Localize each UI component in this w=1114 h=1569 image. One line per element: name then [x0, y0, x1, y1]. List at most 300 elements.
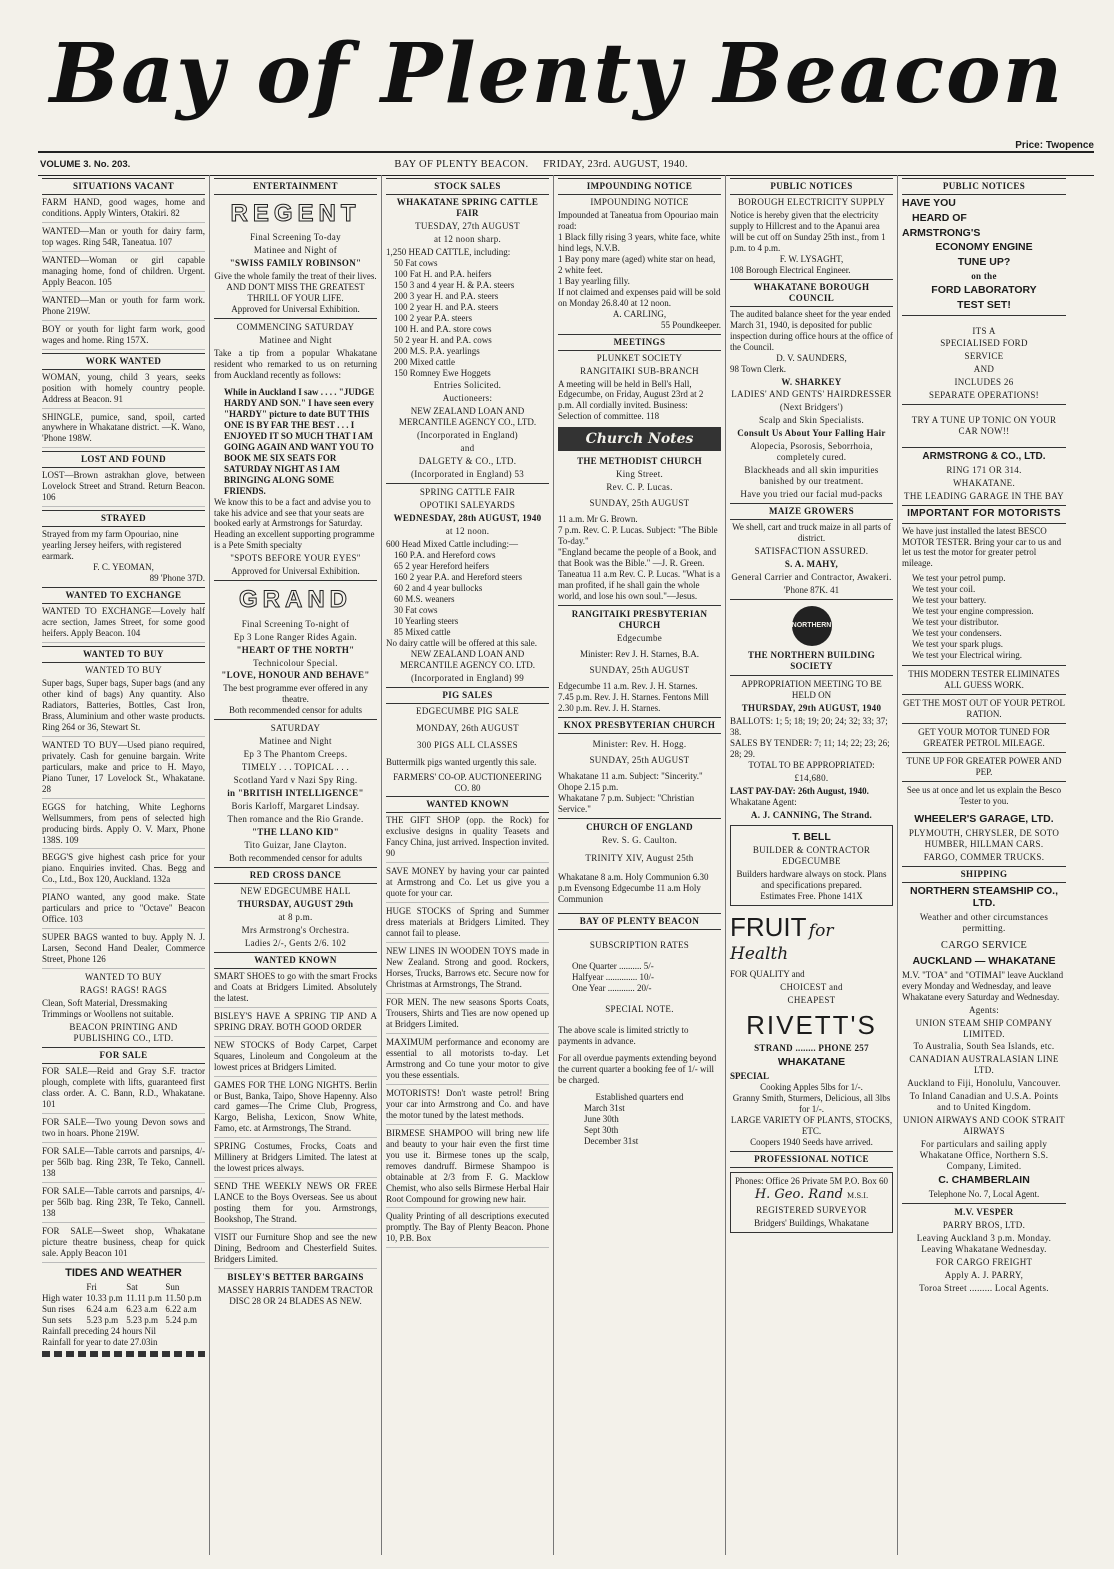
- sale-summary: 1,250 HEAD CATTLE, including:: [386, 246, 511, 257]
- sale-title: EDGECUMBE PIG SALE: [416, 705, 519, 716]
- church-date: SUNDAY, 25th AUGUST: [589, 664, 690, 675]
- fruit-subword: for Health: [730, 921, 834, 964]
- test-list: [902, 573, 1066, 661]
- ad-line: Auctioneers:: [442, 393, 493, 404]
- ad-line: Give the whole family the treat of their lives. AND DON'T MISS THE GREATEST THRILL OF YOUR LIFE.: [214, 271, 377, 304]
- rates-list: [558, 961, 721, 994]
- ad-line: TUNE UP FOR GREATER POWER AND PEP.: [906, 755, 1062, 777]
- section-heading: PUBLIC NOTICES: [730, 178, 893, 195]
- surveyor-name-text: H. Geo. Rand: [754, 1186, 843, 1202]
- table-cell: 11.50 p.m: [165, 1292, 202, 1303]
- classified-ad: LOST—Brown astrakhan glove, between Lovelock Street and Strand. Return Beacon. 106: [42, 470, 205, 507]
- ad-line: Consult Us About Your Falling Hair: [737, 428, 886, 439]
- divider: [902, 315, 1066, 316]
- table-row: [42, 1315, 205, 1326]
- ad-line: Toroa Street ......... Local Agents.: [919, 1282, 1049, 1293]
- classified-ad: WANTED—Woman or girl capable managing home, fond of children. Urgent. Apply Beacon. 105: [42, 255, 205, 292]
- classified-ad: Strayed from my farm Opouriao, nine yearling Jersey heifers, with registered earmark.: [42, 529, 182, 562]
- wave-divider: [42, 1351, 205, 1357]
- church-line: Whakatane 8 a.m. Holy Communion 6.30 p.m Evensong Edgecumbe 11 a.m Holy Communion: [558, 872, 709, 905]
- table-cell: Sun sets: [42, 1314, 72, 1325]
- ad-line: 'Phone 87K. 41: [783, 585, 840, 595]
- business-name: M.V. VESPER: [954, 1206, 1014, 1217]
- ad-line: STRAND ........ PHONE 257: [754, 1043, 869, 1054]
- church-line: Ohope 2.15 p.m.: [558, 781, 619, 792]
- ad-line: Weather and other circumstances permitting.: [919, 912, 1049, 934]
- ad-quote: While in Auckland I saw . . . . "JUDGE HARDY AND SON." I have seen every "HARDY" picture to date BUT THIS ONE IS BY FAR THE BEST . . . I ENJOYED IT SO MUCH THAT I AM GOING AGAIN AND WANT YOU TO BOOK ME SIX SEATS FOR SATURDAY NIGHT AS I AM BRINGING ALONG SOME FRIENDS.: [224, 386, 375, 496]
- ad-line: GET YOUR MOTOR TUNED FOR GREATER PETROL MILEAGE.: [918, 727, 1050, 749]
- ad-line: LADIES' AND GENTS' HAIRDRESSER: [731, 389, 892, 400]
- list-item: One Year ............ 20/-: [572, 983, 652, 994]
- tides-heading: TIDES AND WEATHER: [65, 1266, 182, 1279]
- business-name: THE NORTHERN BUILDING SOCIETY: [747, 649, 875, 671]
- ad-line: TEST SET!: [957, 298, 1011, 311]
- sub-heading: WANTED TO BUY: [84, 972, 163, 983]
- column-2: [210, 175, 382, 1555]
- list-item: We test your engine compression.: [912, 606, 1034, 617]
- notice-line: 1 Black filly rising 3 years, white face, white hind legs, N.V.B.: [558, 231, 720, 253]
- business-name: W. SHARKEY: [781, 376, 842, 387]
- divider: [214, 719, 377, 720]
- table-cell: [42, 1282, 86, 1293]
- ad-line: CHEAPEST: [787, 994, 836, 1005]
- church-date: SUNDAY, 25th AUGUST: [589, 498, 690, 509]
- ad-line: Cooking Apples 5lbs for 1/-.: [760, 1081, 863, 1092]
- table-row: [42, 1304, 205, 1315]
- sub-heading: SPECIAL NOTE.: [605, 1004, 674, 1015]
- list-item: 50 Fat cows: [394, 257, 438, 268]
- ad-line: LARGE VARIETY OF PLANTS, STOCKS, ETC.: [730, 1114, 893, 1136]
- ad-line: AND: [973, 364, 995, 375]
- surveyor-ad: [730, 1172, 893, 1233]
- list-item: We test your coil.: [912, 584, 976, 595]
- classified-ad: FOR SALE—Table carrots and parsnips, 4/- per 56lb bag. Ring 23R, Te Teko, Cannell. 138: [42, 1186, 205, 1223]
- divider: [902, 447, 1066, 448]
- t-bell-ad: [730, 825, 893, 907]
- notice-line: Impounded at Taneatua from Opouriao main road:: [558, 209, 719, 231]
- divider: [902, 752, 1066, 753]
- classified-ad: MAXIMUM performance and economy are essential to all motorists to-day. Let Armstrong and Co tune your motor to give you these essentials.: [386, 1037, 549, 1085]
- ad-line: HEARD OF: [912, 211, 967, 224]
- list-item: June 30th: [584, 1113, 619, 1124]
- ad-signature: F. C. YEOMAN,: [93, 562, 154, 573]
- ad-line: FARMERS' CO-OP. AUCTIONEERING CO. 80: [393, 771, 542, 793]
- list-item: 60 M.S. weaners: [394, 593, 455, 604]
- list-item: 160 2 year P.A. and Hereford steers: [394, 572, 522, 582]
- film-title: "HEART OF THE NORTH": [236, 644, 355, 655]
- ad-line: Blackheads and all skin impurities banished by our treatment.: [744, 465, 879, 487]
- classified-ad: Quality Printing of all descriptions executed promptly. The Bay of Plenty Beacon. Phone 10, P.B. Box: [386, 1211, 549, 1248]
- classified-ad: FOR MEN. The new seasons Sports Coats, Trousers, Shirts and Ties are now opened up at Bridgers Limited.: [386, 997, 549, 1034]
- ad-line: Buttermilk pigs wanted urgently this sale.: [386, 756, 537, 767]
- ad-line: CARGO SERVICE: [940, 940, 1028, 952]
- classified-ad: SAVE MONEY by having your car painted at Armstrong and Co. Let us give you a quote for your car.: [386, 866, 549, 903]
- ad-line: OPOTIKI SALEYARDS: [419, 500, 516, 511]
- table-cell: High water: [42, 1292, 83, 1303]
- section-heading: RED CROSS DANCE: [214, 867, 377, 884]
- church-line: 11 a.m. Mr G. Brown.: [558, 514, 638, 525]
- logo-text: NORTHERN: [791, 621, 832, 629]
- table-cell: 11.11 p.m: [126, 1292, 162, 1303]
- ad-line: PARRY BROS, LTD.: [942, 1219, 1026, 1230]
- ad-line: Both recommended censor for adults: [229, 705, 362, 716]
- ad-line: and: [460, 443, 475, 454]
- column-6: [898, 175, 1070, 1555]
- list-item: Halfyear .............. 10/-: [572, 972, 654, 983]
- ad-line: Phones: Office 26 Private 5M P.O. Box 60: [734, 1175, 889, 1186]
- notice-title: 98 Town Clerk.: [730, 363, 786, 374]
- sub-heading: BISLEY'S BETTER BARGAINS: [227, 1272, 364, 1283]
- section-heading: ENTERTAINMENT: [214, 178, 377, 195]
- church-line: King Street.: [615, 469, 664, 480]
- ad-line: Approved for Universal Exhibition.: [231, 566, 360, 577]
- regent-logo: REGENT: [230, 199, 361, 227]
- ad-line: (Incorporated in England) 99: [410, 672, 525, 683]
- columns: [38, 175, 1096, 1555]
- section-heading: WANTED KNOWN: [386, 796, 549, 813]
- ad-line: NEW ZEALAND LOAN AND MERCANTILE AGENCY CO. LTD.: [399, 648, 536, 670]
- ad-line: Mrs Armstrong's Orchestra.: [241, 924, 350, 935]
- ad-line: Both recommended censor for adults: [229, 853, 362, 864]
- ad-line: CANADIAN AUSTRALASIAN LINE LTD.: [909, 1054, 1059, 1076]
- table-cell: 5.24 p.m: [165, 1314, 198, 1325]
- classified-ad: NEW LINES IN WOODEN TOYS made in New Zealand. Strong and good. Rockers, Horses, Trucks, Barrows etc. Secure now for Christmas at Armstrongs, The Strand.: [386, 946, 549, 994]
- list-item: 150 3 and 4 year H. & P.A. steers: [394, 279, 515, 290]
- section-heading: FOR SALE: [42, 1047, 205, 1064]
- ad-line: Estimates Free. Phone 141X: [760, 891, 863, 902]
- classified-ad: PIANO wanted, any good make. State particulars and price to "Octave" Beacon Office. 103: [42, 892, 205, 929]
- ad-line: Technicolour Special.: [253, 657, 338, 668]
- list-item: Sept 30th: [584, 1124, 619, 1135]
- church-name: KNOX PRESBYTERIAN CHURCH: [558, 717, 721, 734]
- ad-line: TUNE UP?: [957, 256, 1011, 269]
- divider: [214, 580, 377, 581]
- ad-line: ITS A: [972, 325, 996, 336]
- ad-line: HAVE YOU: [902, 196, 956, 209]
- classified-ad: Clean, Soft Material, Dressmaking Trimmings or Woollens not suitable.: [42, 998, 174, 1020]
- notice-line: 1 Bay yearling filly.: [558, 275, 630, 286]
- divider: [214, 318, 377, 319]
- ad-line: SEPARATE OPERATIONS!: [929, 390, 1039, 401]
- ad-line: Apply A. J. PARRY,: [944, 1269, 1024, 1280]
- ad-line: Granny Smith, Sturmers, Delicious, all 3lbs for 1/-.: [732, 1092, 891, 1114]
- ad-line: UNION AIRWAYS AND COOK STRAIT AIRWAYS: [903, 1115, 1065, 1137]
- ad-line: Boris Karloff, Margaret Lindsay.: [231, 801, 360, 812]
- column-3: [382, 175, 554, 1555]
- list-item: We test your battery.: [912, 595, 987, 606]
- ad-line: See us at once and let us explain the Besco Tester to you.: [906, 784, 1062, 806]
- list-item: We test your petrol pump.: [912, 573, 1006, 584]
- ad-line: Alopecia, Psorosis, Seborrhoia, completely cured.: [750, 441, 873, 463]
- notice-signature: F. W. LYSAGHT,: [779, 253, 844, 264]
- divider: [902, 694, 1066, 695]
- ad-signature: BEACON PRINTING AND PUBLISHING CO., LTD.: [69, 1022, 178, 1044]
- list-item: 50 2 year H. and P.A. cows: [394, 334, 492, 345]
- section-heading: WORK WANTED: [42, 353, 205, 370]
- ad-line: We have just installed the latest BESCO MOTOR TESTER. Bring your car to us and let us test the motor for greater petrol mileage.: [902, 525, 1062, 569]
- ad-line: SERVICE: [964, 351, 1004, 362]
- ad-line: NEW EDGECUMBE HALL: [240, 885, 351, 896]
- list-item: We test your distributor.: [912, 617, 999, 628]
- ad-line: RING 171 OR 314.: [946, 465, 1022, 476]
- sub-heading: WHAKATANE BOROUGH COUNCIL: [730, 279, 893, 307]
- masthead: [20, 12, 1094, 136]
- list-item: 150 Romney Ewe Hoggets: [394, 367, 491, 378]
- notice-line: For all overdue payments extending beyond the current quarter a booking fee of 1/- will be charged.: [558, 1053, 717, 1086]
- classified-ad: MOTORISTS! Don't waste petrol! Bring your car into Armstrong and Co. and have the motor tuned by the latest methods.: [386, 1088, 549, 1125]
- quarters-list: [558, 1103, 721, 1147]
- divider: [902, 723, 1066, 724]
- film-title: "LOVE, HONOUR AND BEHAVE": [221, 670, 370, 681]
- notice-line: 1 Bay pony mare (aged) white star on head, 2 white feet.: [558, 253, 716, 275]
- classified-ad: SEND THE WEEKLY NEWS OR FREE LANCE to the Boys Overseas. See us about posting them for you. Armstrongs, Bookshop, The Strand.: [214, 1181, 377, 1229]
- ad-line: Scotland Yard v Nazi Spy Ring.: [233, 775, 358, 786]
- classified-ad: SUPER BAGS wanted to buy. Apply N. J. Larsen, Second Hand Dealer, Commerce Street, Phone 126: [42, 932, 205, 969]
- list-item: We test your condensers.: [912, 628, 1002, 639]
- ad-line: ARMSTRONG'S: [902, 226, 981, 239]
- list-item: 30 Fat cows: [394, 604, 438, 615]
- ad-line: SATISFACTION ASSURED.: [754, 546, 869, 557]
- notice-title: 55 Poundkeeper.: [661, 319, 721, 330]
- rivetts-name: RIVETT'S: [746, 1009, 877, 1040]
- section-heading: IMPOUNDING NOTICE: [558, 178, 721, 195]
- ad-line: Take a tip from a popular Whakatane resident who remarked to us on returning from Auckland recently as follows:: [214, 347, 377, 380]
- ad-line: £14,680.: [794, 772, 829, 783]
- classified-ad: BOY or youth for light farm work, good wages and home. Ring 157X.: [42, 324, 205, 350]
- film-title: in "BRITISH INTELLIGENCE": [227, 788, 364, 799]
- classified-ad: FOR SALE—Table carrots and parsnips, 4/- per 56lb bag. Ring 23R, Te Teko, Cannell. 138: [42, 1146, 205, 1183]
- ad-line: FOR QUALITY and: [730, 968, 805, 979]
- table-cell: 10.33 p.m: [86, 1292, 123, 1303]
- list-item: 10 Yearling steers: [394, 615, 459, 626]
- section-heading: STOCK SALES: [386, 178, 549, 195]
- divider: [902, 404, 1066, 405]
- dateline-center: [130, 159, 1092, 170]
- sale-time: at 12 noon sharp.: [433, 233, 502, 244]
- masthead-title: Bay of Plenty Beacon: [49, 26, 1065, 122]
- church-line: Whakatane 7 p.m. Subject: "Christian Service.": [558, 792, 695, 814]
- surveyor-credential: M.S.I.: [847, 1191, 869, 1200]
- ad-line: M.V. "TOA" and "OTIMAI" leave Auckland every Monday and Wednesday, and leave Whakatane every Saturday and Wednesday.: [902, 969, 1064, 1002]
- rainfall-24h: Rainfall preceding 24 hours Nil: [42, 1325, 156, 1336]
- classified-ad: FOR SALE—Sweet shop, Whakatane picture theatre business, cheap for quick sale. Apply Beacon 101: [42, 1226, 205, 1263]
- church-line: "England became the people of a Book, and that Book was the Bible." —J. R. Green.: [558, 547, 717, 569]
- classified-ad: SPRING Costumes, Frocks, Coats and Millinery at Bridgers Limited. The latest at the lowest prices always.: [214, 1141, 377, 1178]
- ad-line: THIS MODERN TESTER ELIMINATES ALL GUESS WORK.: [908, 669, 1060, 691]
- ad-line: For particulars and sailing apply Whakatane Office, Northern S.S. Company, Limited.: [919, 1139, 1049, 1172]
- price-label: Price: Twopence: [1015, 140, 1094, 151]
- table-cell: 6.23 a.m: [126, 1303, 158, 1314]
- church-date: SUNDAY, 25th AUGUST: [589, 754, 690, 765]
- church-name: RANGITAIKI PRESBYTERIAN CHURCH: [571, 609, 708, 630]
- ad-line: COMMENCING SATURDAY: [236, 322, 355, 333]
- ad-line: TIMELY . . . TOPICAL . . .: [241, 762, 350, 773]
- ad-line: (Incorporated in England) 53: [410, 469, 525, 480]
- ad-line: Then romance and the Rio Grande.: [227, 814, 364, 825]
- church-line: 7.45 p.m. Rev. J. H. Starnes. Fentons Mill 2.30 p.m. Rev. J. H. Starnes.: [558, 691, 709, 713]
- classified-ad: WANTED—Man or youth for farm work. Phone 219W.: [42, 295, 205, 321]
- ad-line: The best programme ever offered in any theatre.: [223, 683, 368, 705]
- sub-heading: SPRING CATTLE FAIR: [419, 487, 516, 498]
- church-line: Rev. S. G. Caulton.: [601, 834, 678, 845]
- ad-line: Leaving Auckland 3 p.m. Monday. Leaving Whakatane Wednesday.: [916, 1232, 1052, 1254]
- ad-line: TOTAL TO BE APPROPRIATED:: [748, 759, 875, 770]
- list-item: 85 Mixed cattle: [394, 626, 451, 637]
- classified-ad: FOR SALE—Two young Devon sows and two in hoars. Phone 219W.: [42, 1117, 205, 1143]
- classified-ad: WANTED TO EXCHANGE—Lovely half acre section, James Street, for some good heifers. Apply Beacon. 104: [42, 606, 205, 643]
- list-item: 200 3 year H. and P.A. steers: [394, 290, 499, 301]
- section-heading: PIG SALES: [386, 687, 549, 704]
- list-item: 160 P.A. and Hereford cows: [394, 550, 496, 561]
- ad-line: We shell, cart and truck maize in all parts of district.: [732, 522, 891, 544]
- ad-line: Matinee and Night of: [253, 245, 338, 256]
- list-item: 65 2 year Hereford heifers: [394, 561, 489, 572]
- table-cell: 6.22 a.m: [165, 1303, 197, 1314]
- church-line: Edgecumbe 11 a.m. Rev. J. H. Starnes.: [558, 680, 698, 691]
- church-line: Minister: Rev. H. Hogg.: [592, 738, 687, 749]
- dateline-date: FRIDAY, 23rd. AUGUST, 1940.: [543, 158, 688, 170]
- divider: [730, 675, 893, 676]
- church-name: THE METHODIST CHURCH: [577, 456, 702, 467]
- column-1: [38, 175, 210, 1555]
- section-heading: SHIPPING: [902, 866, 1066, 883]
- list-item: December 31st: [584, 1135, 639, 1146]
- sub-heading: RANGITAIKI SUB-BRANCH: [580, 365, 699, 376]
- ad-line: APPROPRIATION MEETING TO BE HELD ON: [741, 678, 882, 700]
- surveyor-name: [734, 1187, 889, 1203]
- business-name: ARMSTRONG & CO., LTD.: [922, 451, 1046, 463]
- grand-logo: GRAND: [239, 586, 352, 614]
- table-cell: Sun: [165, 1281, 180, 1292]
- ad-line: (Next Bridgers'): [779, 402, 844, 413]
- classified-ad: SHINGLE, pumice, sand, spoil, carted anywhere in Whakatane district. —K. Wano, 'Phone 198W.: [42, 412, 205, 449]
- ad-line: LAST PAY-DAY: 26th August, 1940.: [730, 785, 869, 796]
- sub-heading: WANTED TO BUY: [84, 664, 163, 675]
- table-cell: Sat: [126, 1281, 138, 1292]
- ad-line: To Australia, South Sea Islands, etc.: [913, 1041, 1055, 1052]
- list-item: We test your Electrical wiring.: [912, 650, 1022, 661]
- ad-line: WHAKATANE.: [952, 478, 1016, 489]
- sub-heading: SUBSCRIPTION RATES: [589, 940, 690, 951]
- ad-line: Approved for Universal Exhibition.: [231, 304, 360, 315]
- classified-ad: Super bags, Super bags, Super bags (and any other kind of bags) Any quantity. Also Radiators, Batteries, Bottles, Cast Iron, Brass, Aluminium and other waste products. Ring 264 or 36, Stewart St.: [42, 678, 205, 737]
- classified-ad: HUGE STOCKS of Spring and Summer dress materials at Bridgers Limited. They cannot fail to please.: [386, 906, 549, 943]
- ad-line: Whakatane Agent:: [730, 796, 797, 807]
- classified-ad: BEGG'S give highest cash price for your piano. Enquiries invited. Chas. Begg and Co., Ltd., Box 120, Auckland. 132a: [42, 852, 205, 889]
- ad-line: Have you tried our facial mud-packs: [740, 489, 883, 500]
- list-item: 200 Mixed cattle: [394, 356, 455, 367]
- ad-line: BUILDER & CONTRACTOR EDGECUMBE: [752, 845, 871, 867]
- ad-line: FARGO, COMMER TRUCKS.: [923, 851, 1045, 862]
- ad-line: BALLOTS: 1; 5; 18; 19; 20; 24; 32; 33; 37; 38.: [730, 715, 888, 737]
- ad-line: Ladies 2/-, Gents 2/6. 102: [244, 937, 347, 948]
- rainfall-year: Rainfall for year to date 27.03in: [42, 1336, 158, 1347]
- business-name: C. CHAMBERLAIN: [938, 1174, 1030, 1187]
- column-4: [554, 175, 726, 1555]
- classified-ad: BIRMESE SHAMPOO will bring new life and beauty to your hair even the first time you use it. Birmese tones up the scalp, removes dandruff. Birmese Shampoo is obtainable at 2/3 from F. G. Macklow Chemist, who also sells Birmese Herbal Hair Root Compound for growing new hair.: [386, 1128, 549, 1209]
- notice-line: The audited balance sheet for the year ended March 31, 1940, is deposited for public inspection during office hours at the office of the Council.: [730, 308, 893, 352]
- notice-line: Established quarters end: [595, 1092, 684, 1102]
- ad-line: Heading an excellent supporting programme is a Pete Smith specialty: [214, 529, 375, 551]
- ad-line: THURSDAY, 29th AUGUST, 1940: [741, 702, 882, 713]
- classified-ad: BISLEY'S HAVE A SPRING TIP AND A SPRING DRAY. BOTH GOOD ORDER: [214, 1011, 377, 1037]
- tides-table: [42, 1282, 205, 1326]
- classified-ad: MASSEY HARRIS TANDEM TRACTOR DISC 28 OR 24 BLADES AS NEW.: [217, 1285, 374, 1306]
- classified-ad: WOMAN, young, child 3 years, seeks position with homely country people. Address at Beacon. 91: [42, 372, 205, 409]
- notice-line: A meeting will be held in Bell's Hall, Edgecumbe, on Friday, August 23rd at 2 p.m. All cordially invited. Business: Selection of committee. 118: [558, 378, 704, 422]
- ad-line: To Inland Canadian and U.S.A. Points and to United Kingdom.: [909, 1091, 1059, 1113]
- list-item: 100 2 year H. and P.A. steers: [394, 301, 499, 312]
- classified-ad: GAMES FOR THE LONG NIGHTS. Berlin or Bust, Banka, Taipo, Shove Hapenny. Also card games—The Crime Club, Progress, Kargo, Belisha, Lexicon, Snow White, Famo, etc. at Armstrongs, The Strand.: [214, 1080, 377, 1139]
- ad-line: on the: [971, 270, 997, 281]
- ad-line: PLYMOUTH, CHRYSLER, DE SOTO HUMBER, HILLMAN CARS.: [908, 827, 1060, 849]
- business-name: S. A. MAHY,: [784, 559, 839, 570]
- business-name: NORTHERN STEAMSHIP CO., LTD.: [910, 884, 1058, 910]
- section-heading: WANTED TO BUY: [42, 646, 205, 663]
- section-heading: IMPORTANT FOR MOTORISTS: [902, 505, 1066, 523]
- church-line: Taneatua 11 a.m Rev. C. P. Lucas. "What is a man profited, if he shall gain the whole world, and lose his own soul."—Jesus.: [558, 569, 721, 602]
- sale-date: MONDAY, 26th AUGUST: [416, 722, 519, 733]
- ad-line: Final Screening To-night of: [241, 618, 350, 629]
- table-row: [42, 1293, 205, 1304]
- sale-title: WHAKATANE SPRING CATTLE FAIR: [396, 196, 539, 218]
- ad-line: INCLUDES 26: [954, 377, 1014, 388]
- classified-ad: WANTED—Man or youth for dairy farm, top wages. Ring 54R, Taneatua. 107: [42, 226, 205, 252]
- section-heading: LOST AND FOUND: [42, 451, 205, 468]
- ad-line: SPECIAL: [730, 1071, 770, 1082]
- list-item: 100 2 year P.A. steers: [394, 312, 472, 323]
- divider: [558, 818, 721, 819]
- sale-date: WEDNESDAY, 28th AUGUST, 1940: [393, 513, 542, 524]
- ad-line: ECONOMY ENGINE: [935, 241, 1033, 254]
- sale-summary: 600 Head Mixed Cattle including:—: [386, 539, 518, 550]
- divider: [386, 483, 549, 484]
- section-heading: MEETINGS: [558, 334, 721, 351]
- notice-line: The above scale is limited strictly to payments in advance.: [558, 1025, 689, 1047]
- classified-ad: EGGS for hatching, White Leghorns Wellsummers, from pens of selected high producing birds. Apply O. V. Marx, Phone 138S. 109: [42, 802, 205, 850]
- northern-logo-icon: [792, 606, 832, 646]
- film-title: "THE LLANO KID": [251, 827, 339, 838]
- ad-line: Auckland to Fiji, Honolulu, Vancouver.: [907, 1078, 1061, 1089]
- list-item: March 31st: [584, 1102, 625, 1113]
- list-item: 100 H. and P.A. store cows: [394, 323, 492, 334]
- church-date: TRINITY XIV, August 25th: [585, 853, 694, 864]
- ad-line: FORD LABORATORY: [931, 283, 1037, 296]
- ad-line: DALGETY & CO., LTD.: [418, 456, 517, 467]
- section-heading: MAIZE GROWERS: [730, 503, 893, 520]
- ad-line: Builders hardware always on stock. Plans and specifications prepared.: [736, 869, 887, 891]
- ad-line: General Carrier and Contractor, Awakeri.: [731, 572, 892, 583]
- ad-line: No dairy cattle will be offered at this sale.: [386, 637, 538, 648]
- film-title: "SPOTS BEFORE YOUR EYES": [230, 553, 361, 564]
- classified-ad: NEW STOCKS of Body Carpet, Carpet Squares, Linoleum and Congoleum at the lowest prices at Bridgers Limited.: [214, 1040, 377, 1077]
- section-heading: STRAYED: [42, 510, 205, 527]
- ad-line: Final Screening To-day: [250, 232, 341, 243]
- ad-line: Bridgers' Buildings, Whakatane: [754, 1217, 869, 1228]
- dateline-paper: BAY OF PLENTY BEACON.: [394, 158, 529, 170]
- divider: [902, 1203, 1066, 1204]
- list-item: 100 Fat H. and P.A. heifers: [394, 268, 492, 279]
- ad-line: Agents:: [968, 1004, 1000, 1015]
- notice-signature: A. CARLING,: [612, 308, 667, 319]
- ad-line: We know this to be a fact and advise you to take his advice and see that your seats are booked early at Armstrongs for Saturday.: [214, 496, 371, 529]
- notice-title: 108 Borough Electrical Engineer.: [730, 264, 851, 275]
- ad-line: 300 PIGS ALL CLASSES: [417, 739, 518, 750]
- divider: [902, 665, 1066, 666]
- business-name: WHEELER'S GARAGE, LTD.: [914, 812, 1054, 825]
- section-heading: WANTED KNOWN: [214, 952, 377, 969]
- divider: [730, 599, 893, 600]
